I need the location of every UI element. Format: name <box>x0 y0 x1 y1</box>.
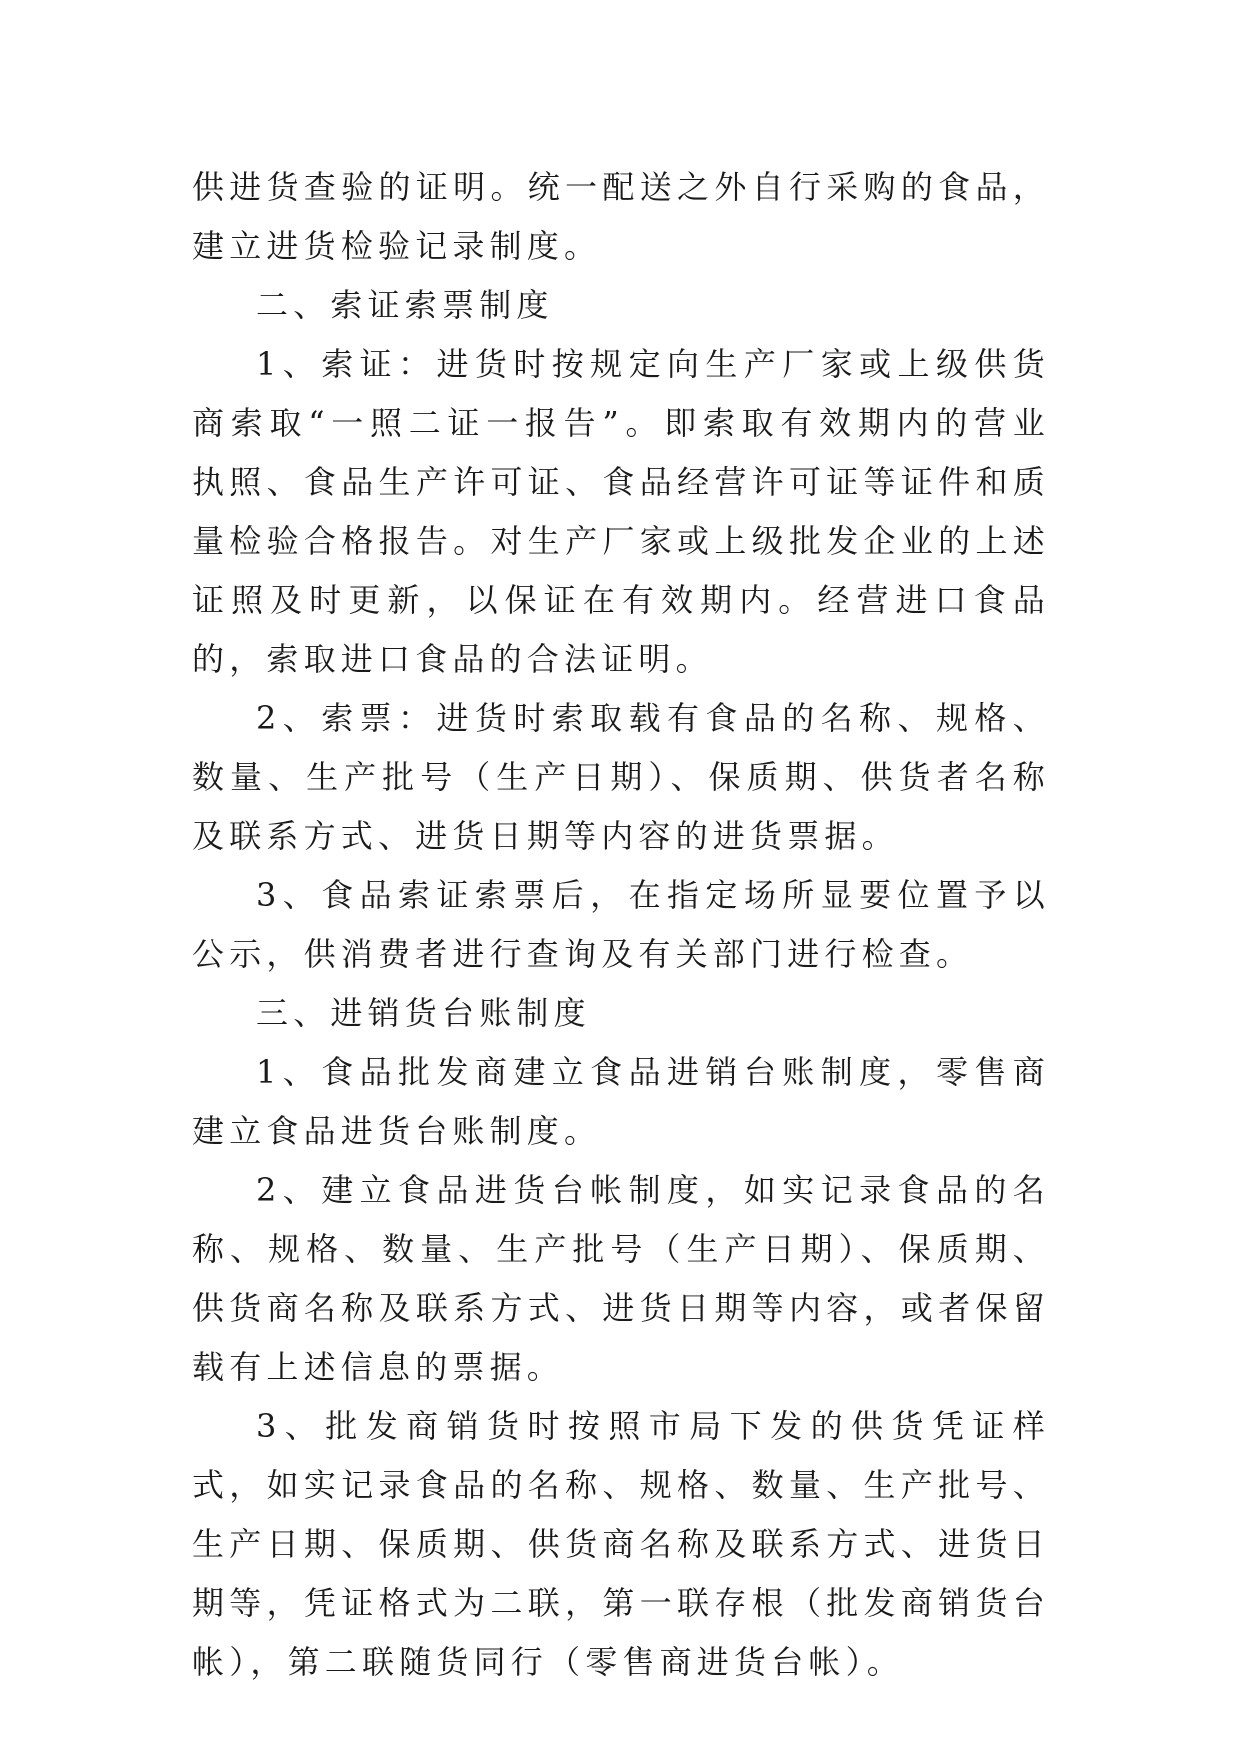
paragraph-3-2: 2、建立食品进货台帐制度，如实记录食品的名称、规格、数量、生产批号（生产日期）、保质期、供货商名称及联系方式、进货日期等内容，或者保留载有上述信息的票据。 <box>192 1171 1050 1386</box>
paragraph-2-2: 2、索票：进货时索取载有食品的名称、规格、数量、生产批号（生产日期）、保质期、供货者名称及联系方式、进货日期等内容的进货票据。 <box>192 699 1050 855</box>
section-heading-3: 三、进销货台账制度 <box>256 994 591 1032</box>
paragraph-3-1: 1、食品批发商建立食品进销台账制度，零售商建立食品进货台账制度。 <box>192 1053 1050 1150</box>
paragraph-continuation: 供进货查验的证明。统一配送之外自行采购的食品，建立进货检验记录制度。 <box>192 168 1050 265</box>
paragraph-2-1: 1、索证：进货时按规定向生产厂家或上级供货商索取“一照二证一报告”。即索取有效期内的营业执照、食品生产许可证、食品经营许可证等证件和质量检验合格报告。对生产厂家或上级批发企业的上述证照及时更新，以保证在有效期内。经营进口食品的，索取进口食品的合法证明。 <box>192 345 1050 678</box>
paragraph-3-3: 3、批发商销货时按照市局下发的供货凭证样式，如实记录食品的名称、规格、数量、生产批号、生产日期、保质期、供货商名称及联系方式、进货日期等，凭证格式为二联，第一联存根（批发商销货台帐），第二联随货同行（零售商进货台帐）。 <box>192 1407 1050 1681</box>
document-body <box>192 158 1050 1692</box>
paragraph-2-3: 3、食品索证索票后，在指定场所显要位置予以公示，供消费者进行查询及有关部门进行检查。 <box>192 876 1050 973</box>
section-heading-2: 二、索证索票制度 <box>256 286 554 324</box>
